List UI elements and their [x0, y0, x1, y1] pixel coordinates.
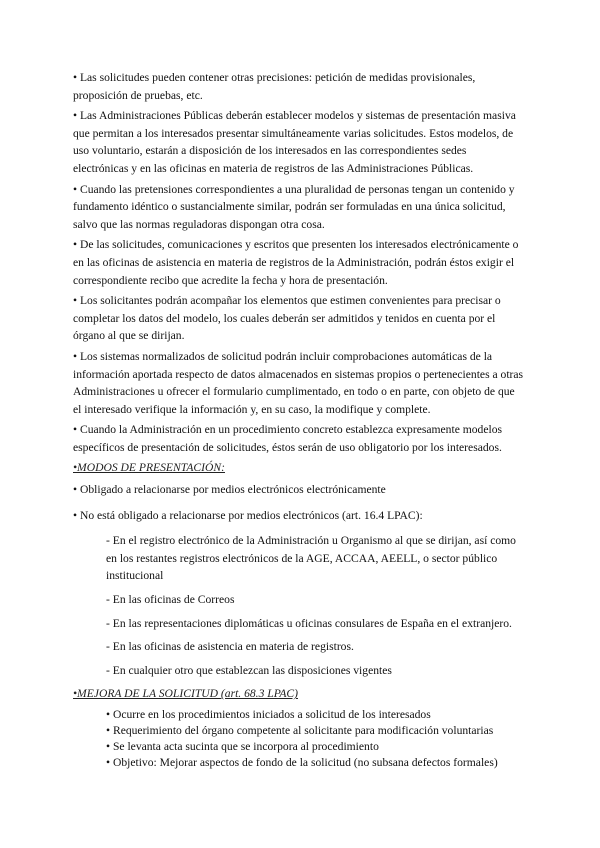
mejora-item-ocurre: • Ocurre en los procedimientos iniciados a solicitud de los interesados	[106, 708, 431, 721]
item-no-obligado: • No está obligado a relacionarse por medios electrónicos (art. 16.4 LPAC):	[73, 508, 423, 522]
mejora-item-requerimiento: • Requerimiento del órgano competente al solicitante para modificación voluntarias	[106, 724, 494, 737]
paragraph-sistemas-normalizados: • Los sistemas normalizados de solicitud podrán incluir comprobaciones automáticas de la información aportada respecto de datos almacenados en sistemas propios o pertenecientes a otras Administraciones u ofrecer el formulario cumplimentado, en todo o en parte, con objeto de que el interesado verifique la información y, en su caso, la modifique y complete.	[73, 349, 524, 416]
option-representaciones-diplomaticas: - En las representaciones diplomáticas u oficinas consulares de España en el extranjero.	[106, 616, 512, 630]
heading-modos-presentacion: •MODOS DE PRESENTACIÓN:	[73, 461, 225, 475]
option-oficinas-asistencia: - En las oficinas de asistencia en materia de registros.	[106, 640, 354, 654]
paragraph-acompanar-elementos: • Los solicitantes podrán acompañar los elementos que estimen convenientes para precisar o completar los datos del modelo, los cuales deberán ser admitidos y tenidos en cuenta por el órgano al que se dirijan.	[73, 294, 501, 343]
paragraph-precisiones: • Las solicitudes pueden contener otras precisiones: petición de medidas provisionales, proposición de pruebas, etc.	[73, 71, 476, 102]
mejora-item-objetivo: • Objetivo: Mejorar aspectos de fondo de la solicitud (no subsana defectos formales)	[106, 756, 498, 769]
mejora-items-list	[106, 707, 524, 771]
option-oficinas-correos: - En las oficinas de Correos	[106, 593, 235, 607]
option-registro-electronico: - En el registro electrónico de la Administración u Organismo al que se dirijan, así como en los restantes registros electrónicos de la AGE, ACCAA, AEELL, o sector público institucional	[106, 534, 516, 583]
paragraph-presentacion-masiva: • Las Administraciones Públicas deberán establecer modelos y sistemas de presentación masiva que permitan a los interesados presentar simultáneamente varias solicitudes. Estos modelos, de uso voluntario, estarán a disposición de los interesados en las correspondientes sedes electrónicas y en las oficinas en materia de registros de las Administraciones Públicas.	[73, 109, 516, 175]
option-cualquier-otro: - En cualquier otro que establezcan las disposiciones vigentes	[106, 663, 392, 677]
paragraph-modelos-especificos: • Cuando la Administración en un procedimiento concreto establezca expresamente modelos específicos de presentación de solicitudes, éstos serán de uso obligatorio por los interesados.	[73, 423, 503, 454]
heading-mejora-solicitud: •MEJORA DE LA SOLICITUD (art. 68.3 LPAC)	[73, 687, 298, 701]
mejora-item-acta: • Se levanta acta sucinta que se incorpora al procedimiento	[106, 740, 379, 753]
paragraph-pluralidad-personas: • Cuando las pretensiones correspondientes a una pluralidad de personas tengan un contenido y fundamento idéntico o sustancialmente similar, podrán ser formuladas en una única solicitud, salvo que las normas reguladoras dispongan otra cosa.	[73, 182, 515, 231]
item-obligado: • Obligado a relacionarse por medios electrónicos electrónicamente	[73, 483, 386, 497]
presentation-options-list	[106, 532, 524, 679]
paragraph-recibo: • De las solicitudes, comunicaciones y escritos que presenten los interesados electrónicamente o en las oficinas de asistencia en materia de registros de la Administración, podrán éstos exigir el correspondiente recibo que acredite la fecha y hora de presentación.	[73, 238, 519, 287]
